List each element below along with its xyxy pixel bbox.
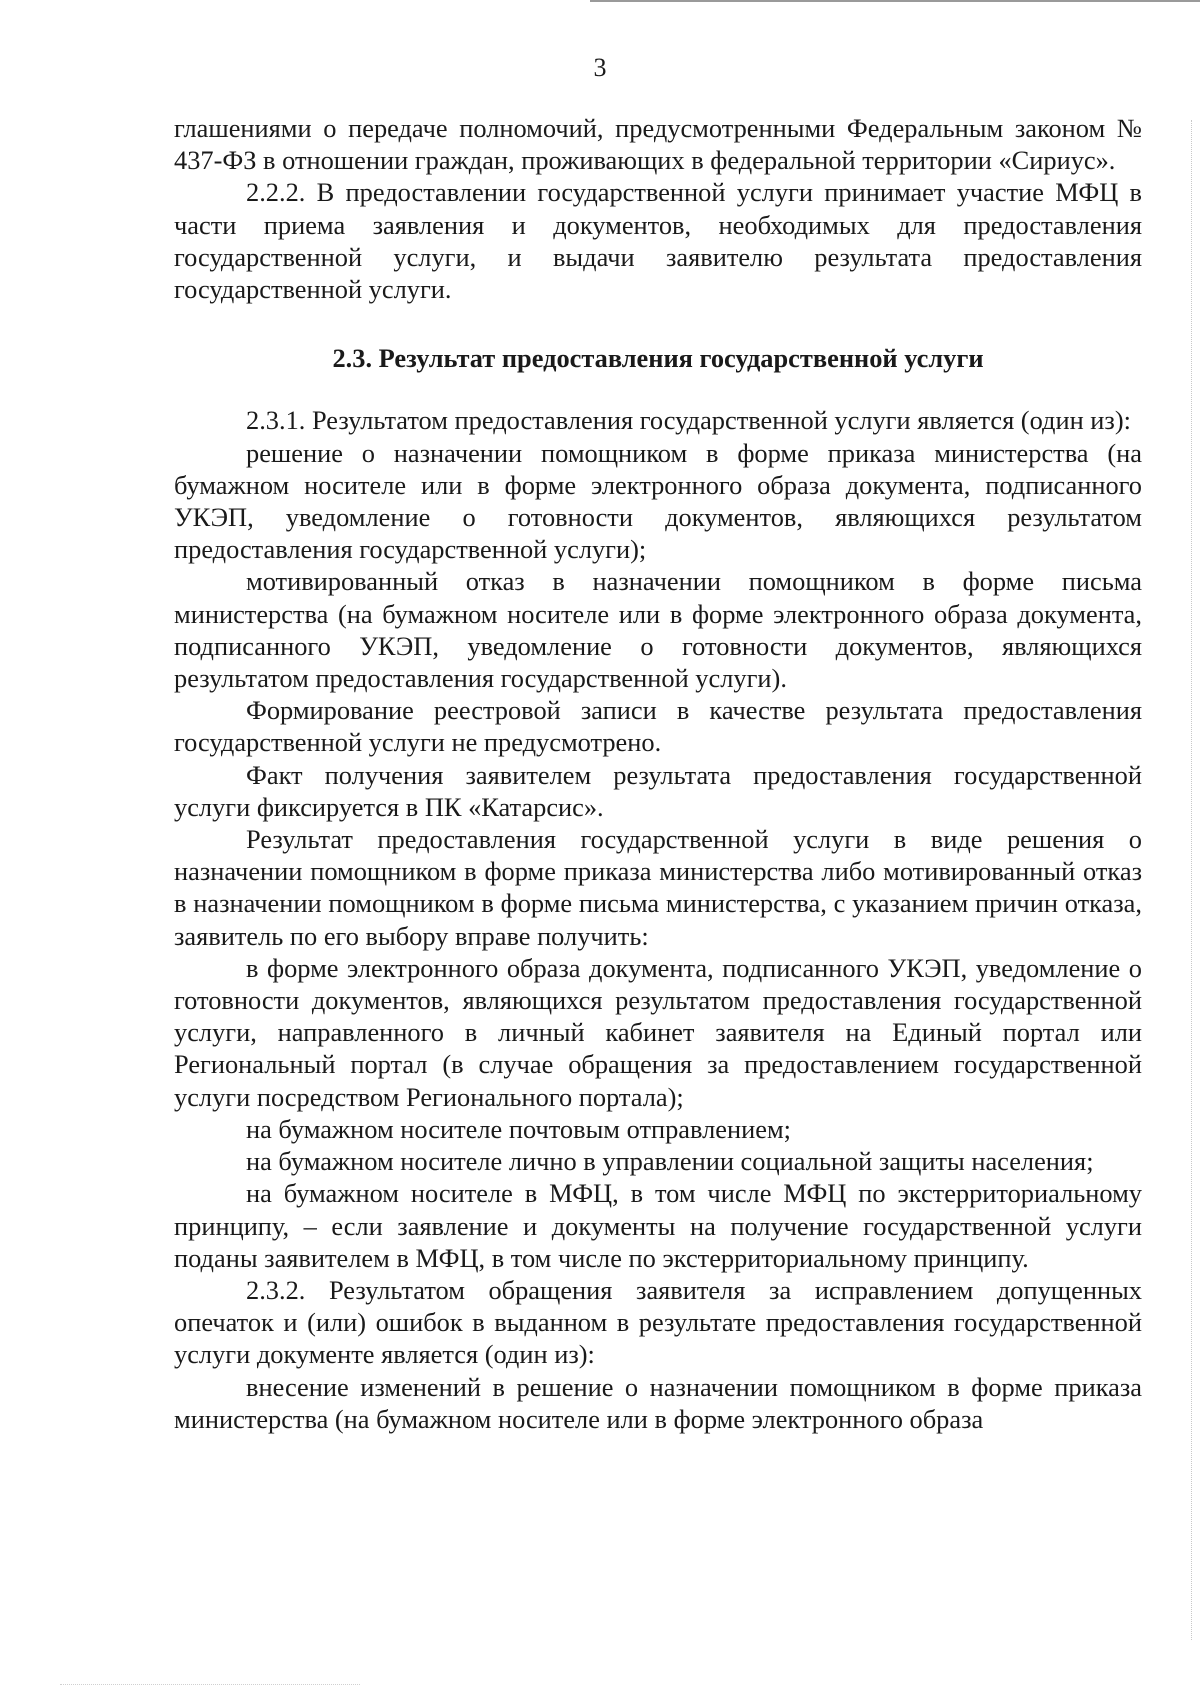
section-heading: 2.3. Результат предоставления государственной услуги	[332, 343, 984, 374]
paragraph: внесение изменений в решение о назначении помощником в форме приказа министерства (на бумажном носителе или в форме электронного образа	[174, 1371, 1142, 1434]
paragraph: на бумажном носителе в МФЦ, в том числе МФЦ по экстерриториальному принципу, – если заявление и документы на получение государственной услуги поданы заявителем в МФЦ, в том числе по экстерриториальному принципу.	[174, 1178, 1142, 1273]
paragraphs-after-heading	[174, 404, 1142, 1435]
paragraphs-before-heading	[174, 112, 1142, 305]
document-body	[174, 112, 1142, 1435]
scan-right-edge	[1191, 120, 1192, 1640]
scan-top-edge-line	[590, 0, 1200, 2]
paragraph: в форме электронного образа документа, подписанного УКЭП, уведомление о готовности документов, являющихся результатом предоставления государственной услуги, направленного в личный кабинет заявителя на Единый портал или Региональный портал (в случае обращения за предоставлением государственной услуги посредством Регионального портала);	[174, 952, 1142, 1112]
paragraph: мотивированный отказ в назначении помощником в форме письма министерства (на бумажном носителе или в форме электронного образа документа, подписанного УКЭП, уведомление о готовности документов, являющихся результатом предоставления государственной услуги).	[174, 566, 1142, 694]
paragraph: решение о назначении помощником в форме приказа министерства (на бумажном носителе или в форме электронного образа документа, подписанного УКЭП, уведомление о готовности документов, являющихся результатом предоставления государственной услуги);	[174, 437, 1142, 565]
paragraph: Формирование реестровой записи в качестве результата предоставления государственной услуги не предусмотрено.	[174, 695, 1142, 758]
paragraph: на бумажном носителе лично в управлении социальной защиты населения;	[246, 1146, 1094, 1177]
paragraph: глашениями о передаче полномочий, предусмотренными Федеральным законом № 437-ФЗ в отношении граждан, проживающих в федеральной территории «Сириус».	[174, 113, 1142, 176]
paragraph: 2.2.2. В предоставлении государственной услуги принимает участие МФЦ в части приема заявления и документов, необходимых для предоставления государственной услуги, и выдачи заявителю результата предоставления государственной услуги.	[174, 177, 1142, 305]
page-number: 3	[593, 53, 607, 82]
paragraph: 2.3.1. Результатом предоставления государственной услуги является (один из):	[246, 405, 1131, 436]
paragraph: 2.3.2. Результатом обращения заявителя за исправлением допущенных опечаток и (или) ошибок в выданном в результате предоставления государственной услуги документе является (один из):	[174, 1274, 1142, 1370]
paragraph: Факт получения заявителем результата предоставления государственной услуги фиксируется в ПК «Катарсис».	[174, 759, 1142, 822]
scan-bottom-artifact	[60, 1684, 360, 1685]
paragraph: на бумажном носителе почтовым отправлением;	[246, 1113, 792, 1144]
paragraph: Результат предоставления государственной услуги в виде решения о назначении помощником в форме приказа министерства либо мотивированный отказ в назначении помощником в форме письма министерства, с указанием причин отказа, заявитель по его выбору вправе получить:	[174, 824, 1142, 951]
